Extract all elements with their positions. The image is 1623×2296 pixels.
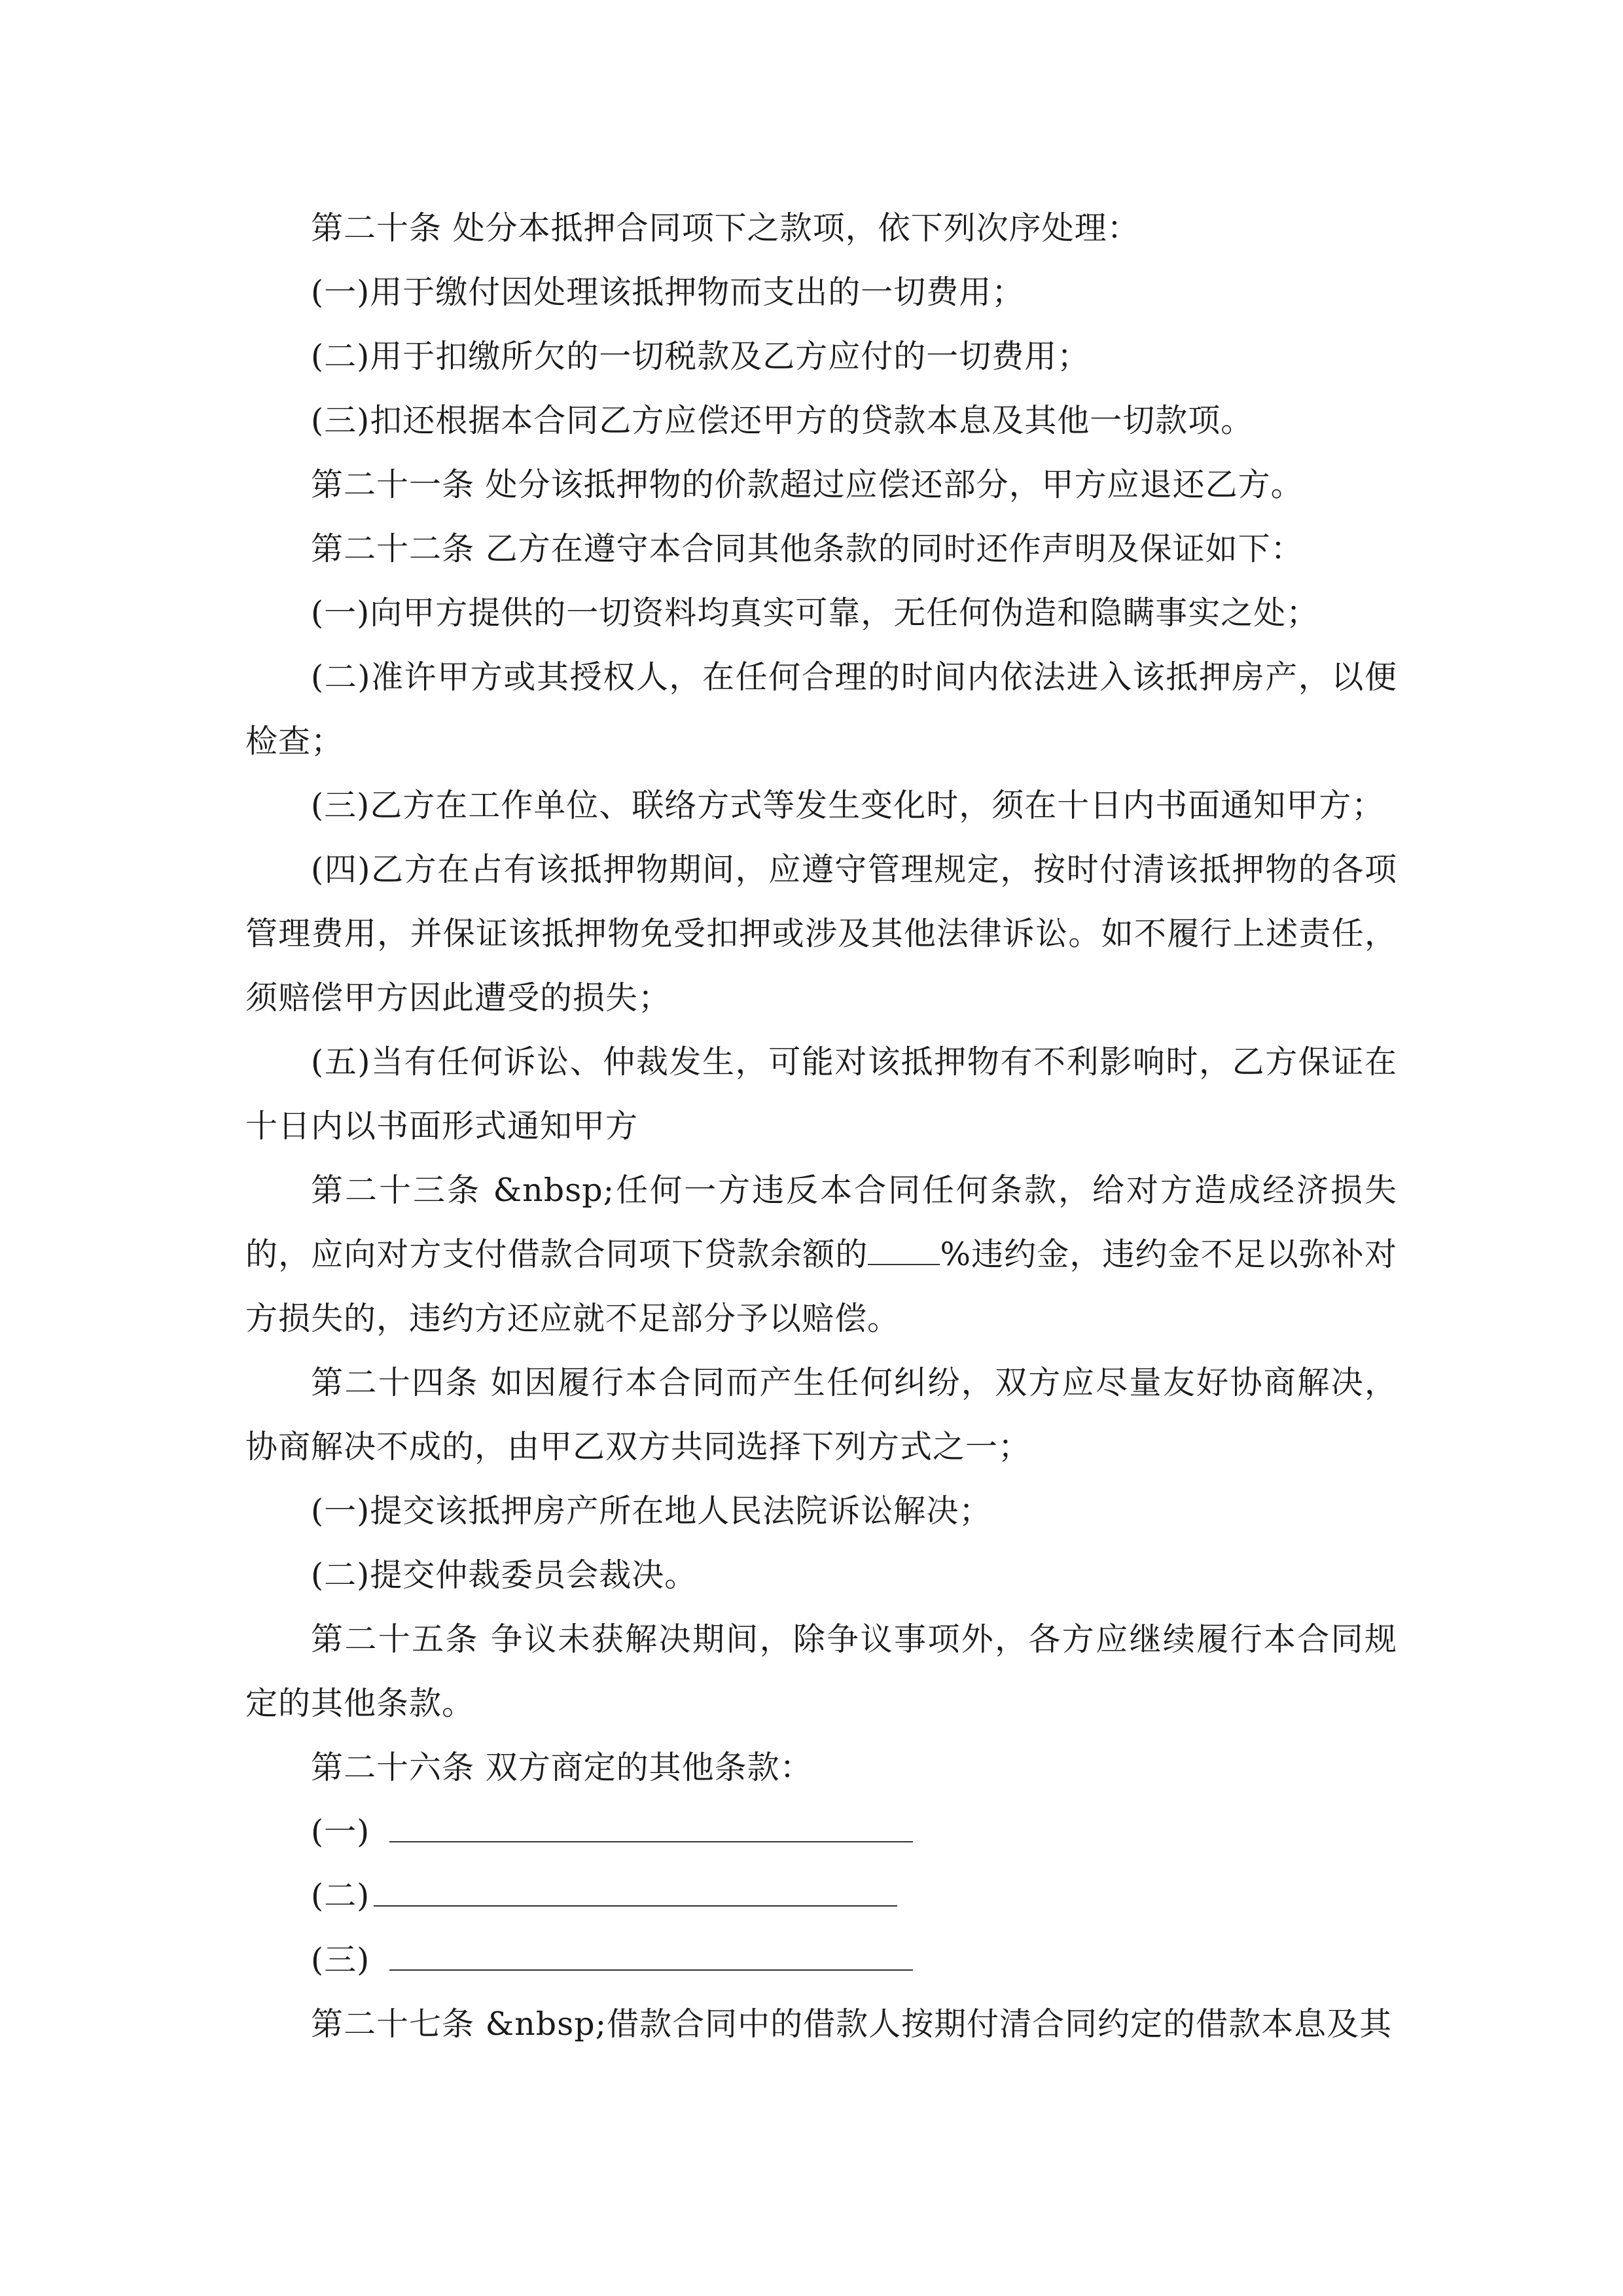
other-term-2-label: (二) — [311, 1877, 370, 1914]
article-21: 第二十一条 处分该抵押物的价款超过应偿还部分，甲方应退还乙方。 — [311, 466, 1304, 503]
document-body — [245, 196, 1397, 2056]
article-20-item-3: (三)扣还根据本合同乙方应偿还甲方的贷款本息及其他一切款项。 — [311, 402, 1254, 439]
article-20: 第二十条 处分本抵押合同项下之款项，依下列次序处理： — [311, 209, 1140, 247]
article-24-item-1: (一)提交该抵押房产所在地人民法院诉讼解决； — [311, 1492, 992, 1530]
article-22-item-2: (二)准许甲方或其授权人，在任何合理的时间内依法进入该抵押房产，以便检查； — [245, 658, 1397, 760]
article-24: 第二十四条 如因履行本合同而产生任何纠纷，双方应尽量友好协商解决，协商解决不成的，由甲乙双方共同选择下列方式之一； — [245, 1364, 1397, 1465]
article-20-item-2: (二)用于扣缴所欠的一切税款及乙方应付的一切费用； — [311, 338, 1090, 375]
penalty-rate-blank[interactable] — [868, 1231, 940, 1265]
article-22-item-3: (三)乙方在工作单位、联络方式等发生变化时，须在十日内书面通知甲方； — [311, 787, 1385, 824]
article-22-item-5: (五)当有任何诉讼、仲裁发生，可能对该抵押物有不利影响时，乙方保证在十日内以书面形式通知甲方 — [245, 1043, 1397, 1145]
article-20-item-1: (一)用于缴付因处理该抵押物而支出的一切费用； — [311, 274, 1025, 311]
article-27: 第二十七条 &nbsp;借款合同中的借款人按期付清合同约定的借款本息及其 — [311, 2005, 1393, 2043]
article-23-text-2: %违约金，违约金不足以弥补对方损失的，违约方还应就不足部分予以赔偿。 — [245, 1236, 1397, 1337]
other-term-1 — [245, 1800, 1397, 1864]
article-25: 第二十五条 争议未获解决期间，除争议事项外，各方应继续履行本合同规定的其他条款。 — [245, 1621, 1397, 1722]
other-term-3 — [245, 1928, 1397, 1992]
other-term-3-label: (三) — [311, 1941, 370, 1979]
other-term-3-blank[interactable] — [389, 1937, 913, 1971]
article-26: 第二十六条 双方商定的其他条款： — [311, 1749, 813, 1786]
other-term-1-label: (一) — [311, 1813, 370, 1850]
other-term-1-blank[interactable] — [389, 1808, 913, 1842]
article-22-item-4: (四)乙方在占有该抵押物期间，应遵守管理规定，按时付清该抵押物的各项管理费用，并保证该抵押物免受扣押或涉及其他法律诉讼。如不履行上述责任，须赔偿甲方因此遭受的损失； — [245, 851, 1397, 1016]
article-22: 第二十二条 乙方在遵守本合同其他条款的同时还作声明及保证如下： — [311, 530, 1304, 567]
article-23-text-1: 第二十三条 &nbsp;任何一方违反本合同任何条款，给对方造成经济损失的，应向对方支付借款合同项下贷款余额的 — [245, 1172, 1397, 1273]
other-term-2-blank[interactable] — [374, 1873, 897, 1907]
article-23 — [245, 1158, 1397, 1351]
other-term-2 — [245, 1864, 1397, 1928]
article-24-item-2: (二)提交仲裁委员会裁决。 — [311, 1556, 698, 1594]
article-22-item-1: (一)向甲方提供的一切资料均真实可靠，无任何伪造和隐瞒事实之处； — [311, 594, 1319, 632]
